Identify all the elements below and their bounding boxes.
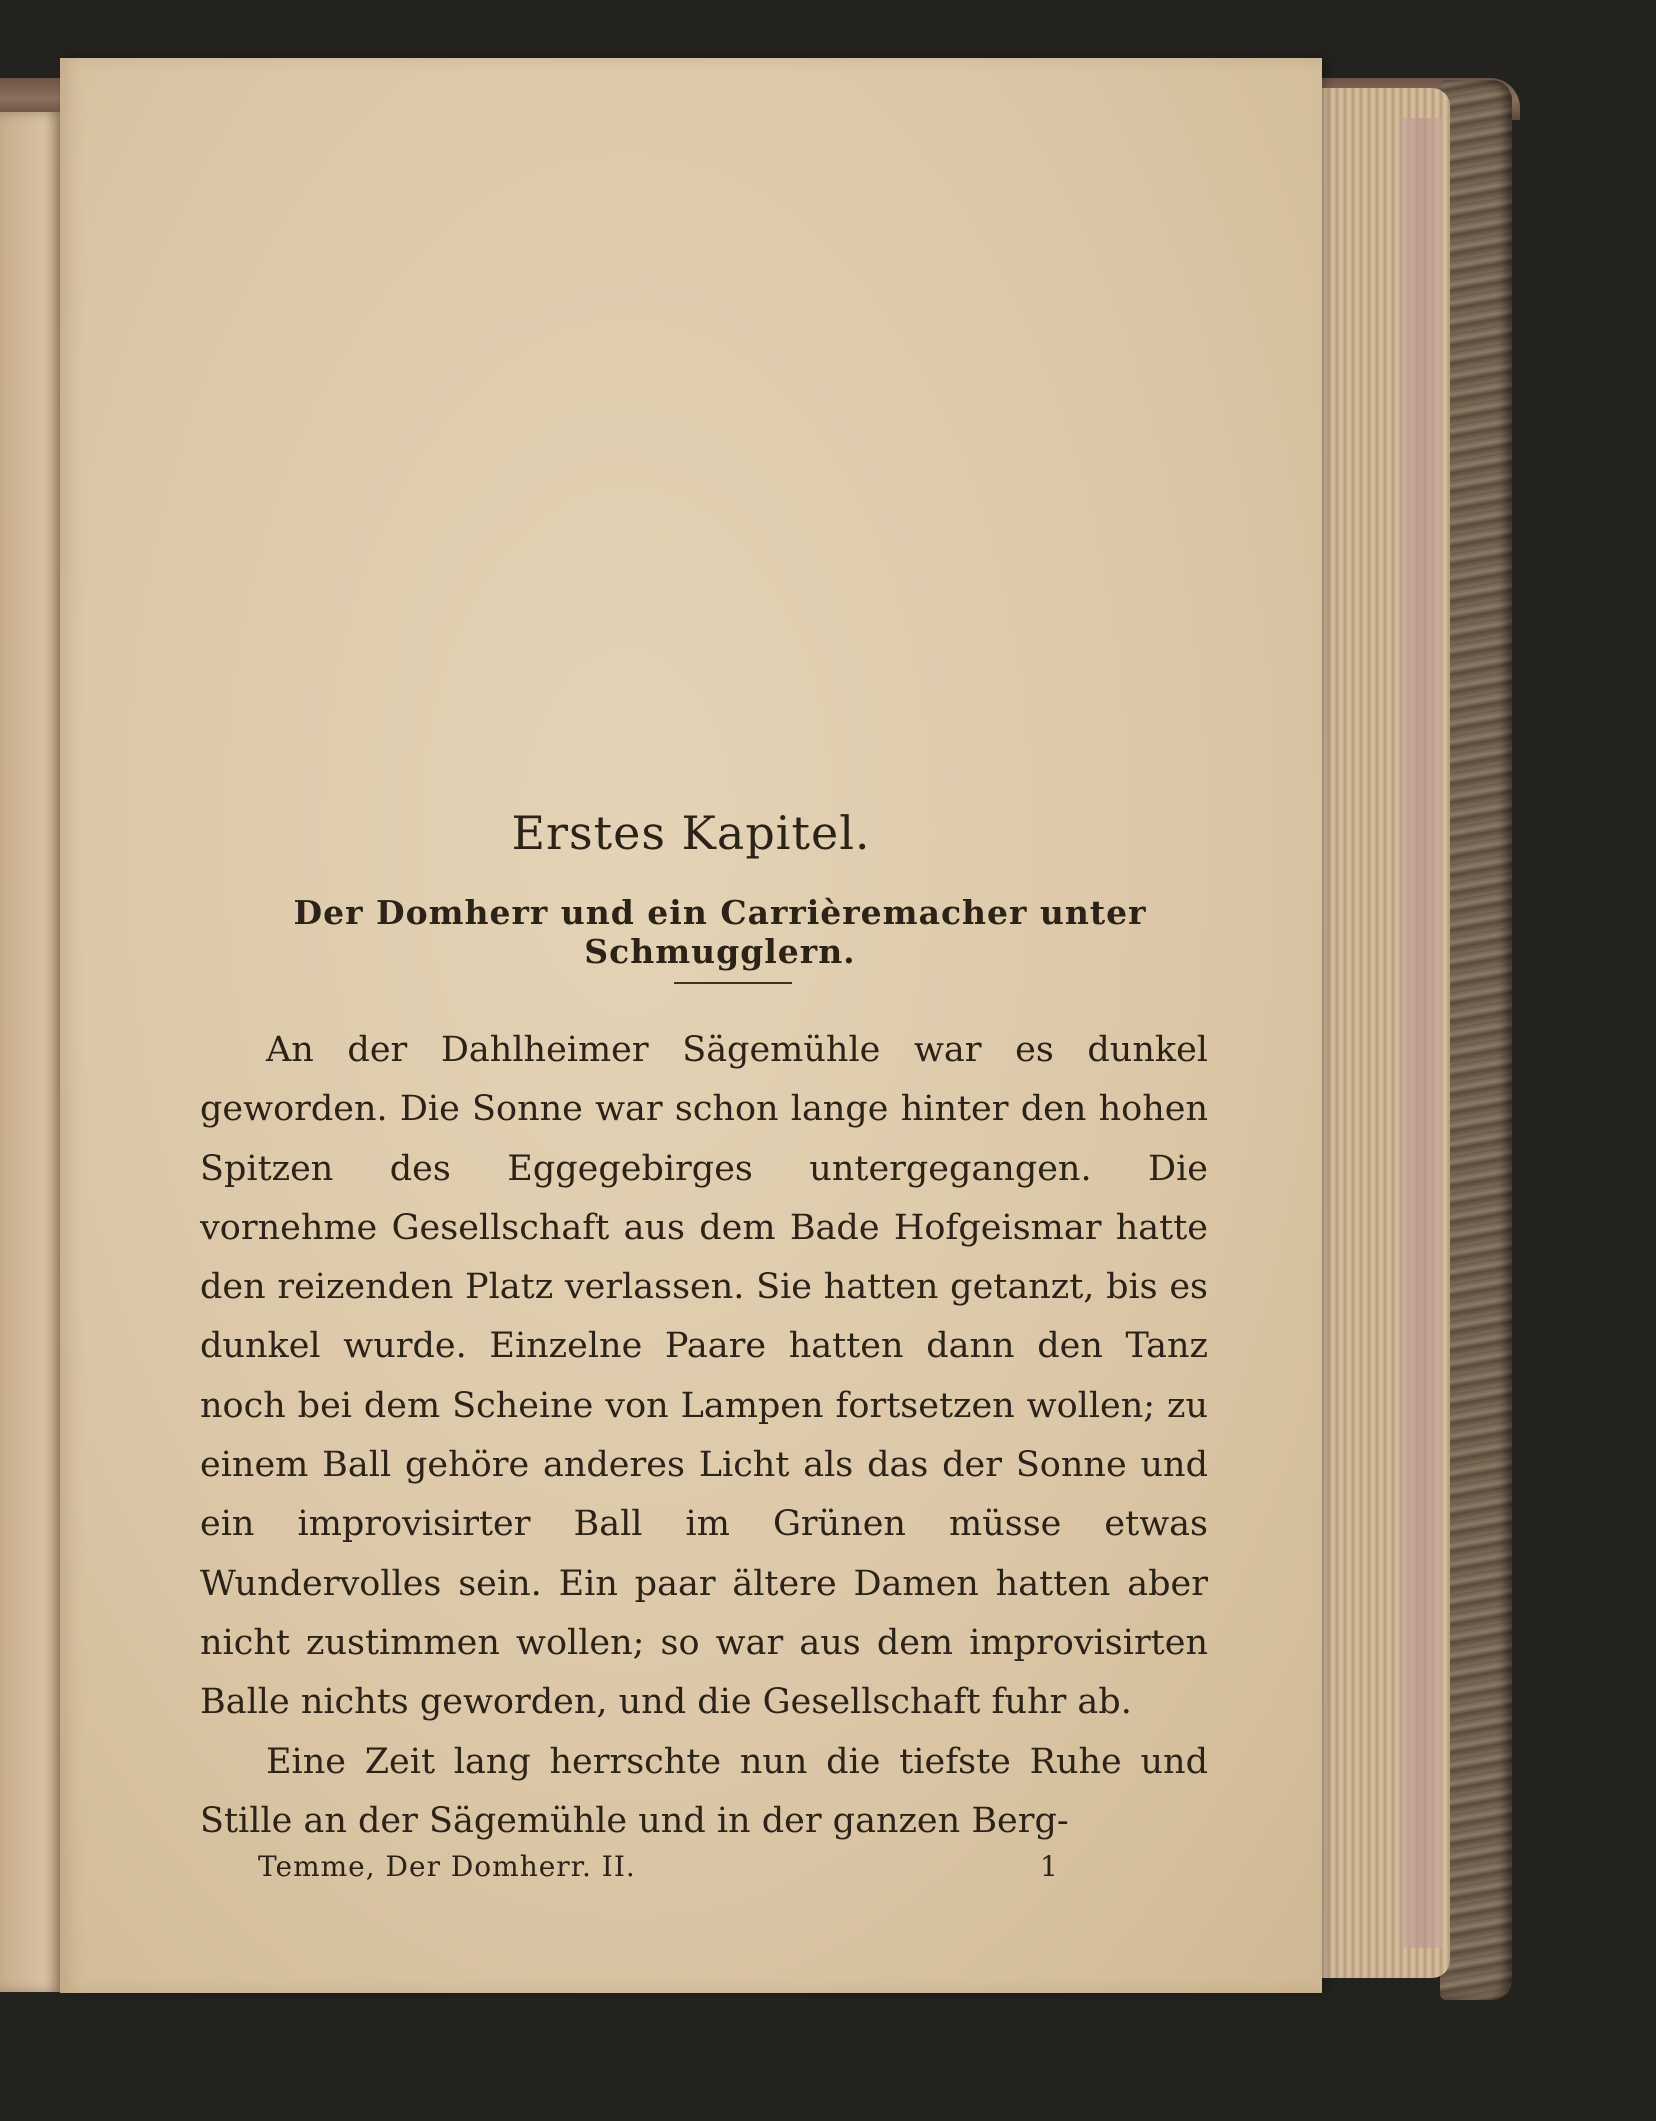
book-spine bbox=[1440, 80, 1512, 2000]
body-text bbox=[200, 1021, 1208, 1851]
book-page bbox=[60, 58, 1322, 1993]
page-number: 1 bbox=[1040, 1850, 1059, 1883]
divider-rule bbox=[674, 982, 792, 984]
paragraph: An der Dahlheimer Sägemühle war es dunkel geworden. Die Sonne war schon lange hinter den hohen Spitzen des Eggegebirges untergegangen. Die vornehme Gesellschaft aus dem Bade Hofgeismar hatte den reizenden Platz verlassen. Sie hatten getanzt, bis es dunkel wurde. Einzelne Paare hatten dann den Tanz noch bei dem Scheine von Lampen fortsetzen wollen; zu einem Ball gehöre anderes Licht als das der Sonne und ein improvisirter Ball im Grünen müsse etwas Wundervolles sein. Ein paar ältere Damen hatten aber nicht zustimmen wollen; so war aus dem improvisirten Balle nichts geworden, und die Gesellschaft fuhr ab. bbox=[200, 1030, 1208, 1723]
footer-signature: Temme, Der Domherr. II. bbox=[258, 1850, 636, 1883]
paragraph: Eine Zeit lang herrschte nun die tiefste Ruhe und Stille an der Sägemühle und in der ganzen Berg- bbox=[200, 1741, 1208, 1841]
chapter-title: Erstes Kapitel. bbox=[511, 806, 871, 860]
page-edge-stain bbox=[1402, 118, 1442, 1948]
chapter-subtitle: Der Domherr und ein Carrièremacher unter Schmugglern. bbox=[293, 893, 1147, 971]
left-page-edge bbox=[0, 112, 64, 1992]
page-edges bbox=[1300, 88, 1450, 1978]
